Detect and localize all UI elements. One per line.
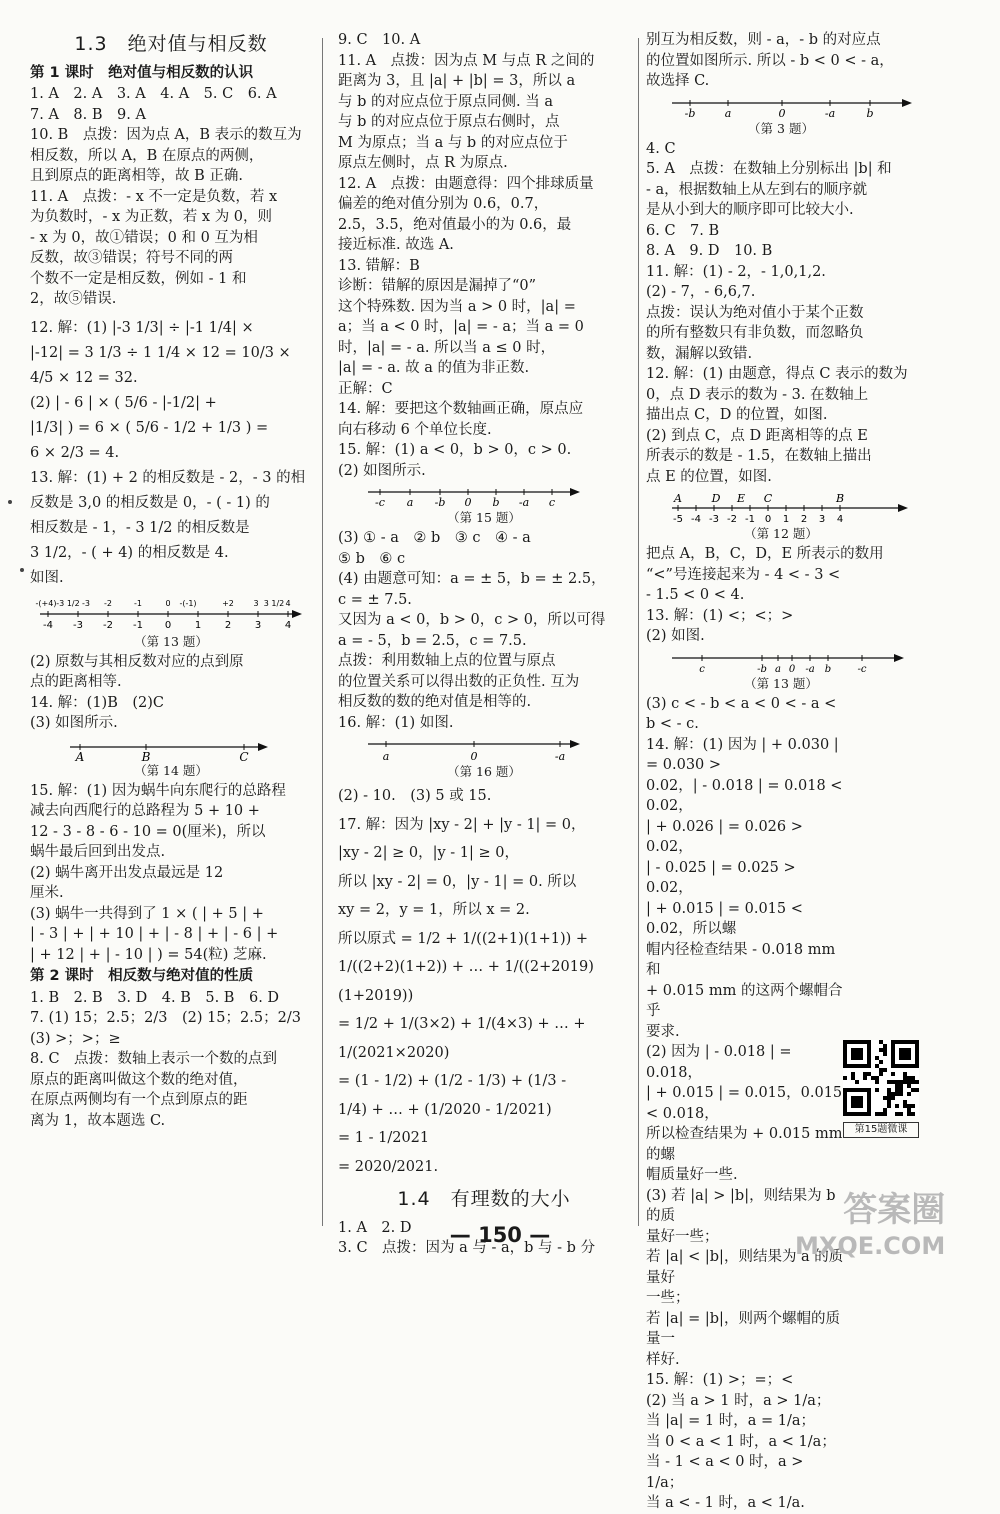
point-label: B xyxy=(141,749,151,763)
section-title: 1.4 有理数的大小 xyxy=(397,1188,571,1210)
text-line: 所以检查结果为 + 0.015 mm 的螺 xyxy=(646,1126,848,1163)
text-line: 点的距离相等. xyxy=(30,674,122,690)
answer-block xyxy=(30,781,312,966)
text-line: (2) 蜗牛离开出发点最远是 12 xyxy=(30,864,224,881)
text-line: 4/5 × 12 = 32. xyxy=(30,369,138,386)
text-line: 量好一些； xyxy=(646,1228,719,1245)
text-line: (2) - 7，- 6,6,7. xyxy=(646,284,756,300)
text-line: 时，|a| = - a. 所以当 a ≤ 0 时， xyxy=(338,339,556,356)
text-line: | - 3 | + | + 10 | + | - 8 | + | - 6 | + xyxy=(30,926,279,942)
text-line: 与 b 的对应点位于原点右侧时，点 xyxy=(338,114,560,130)
text-line: 厘米. xyxy=(30,885,64,901)
point-label: 0 xyxy=(470,750,478,763)
axis-label: -4 xyxy=(691,514,701,525)
text-line: 6. C 7. B xyxy=(646,222,720,239)
point-label: c xyxy=(699,663,705,675)
text-line: 1. A 2. A 3. A 4. A 5. C 6. A xyxy=(30,86,277,102)
text-line: 15. 解：(1) a < 0，b > 0，c > 0. xyxy=(338,442,572,458)
point-label: -a xyxy=(554,750,566,763)
answer-block xyxy=(30,316,312,591)
figure-caption: （第 12 题） xyxy=(744,526,818,541)
figure-caption: （第 3 题） xyxy=(748,120,814,136)
text-line: 点 E 的位置，如图. xyxy=(646,468,772,485)
text-line: 7. A 8. B 9. A xyxy=(30,106,146,123)
axis-label: -1 xyxy=(745,514,755,525)
axis-label: 4 xyxy=(836,514,844,525)
text-line: 正解：C xyxy=(338,380,393,397)
text-line: a = - 5，b = 2.5，c = 7.5. xyxy=(338,632,527,649)
text-line: 如图. xyxy=(30,569,64,586)
lesson-title: 第 2 课时 相反数与绝对值的性质 xyxy=(30,968,254,984)
text-line: 反数，故③错误；符号不同的两 xyxy=(30,250,233,266)
text-line: 原点的距离叫做这个数的绝对值， xyxy=(30,1071,248,1088)
axis-label: -3 xyxy=(709,514,719,525)
column-3 xyxy=(646,30,916,1514)
axis-label: -2 xyxy=(103,619,113,631)
axis-label: 1 xyxy=(194,619,202,631)
text-line: 12. A 点拨：由题意得：四个排球质量 xyxy=(338,175,594,192)
answer-block xyxy=(30,988,312,1132)
answer-block xyxy=(338,528,630,733)
margin-dot xyxy=(20,568,24,572)
text-line: 8. C 点拨：数轴上表示一个数的点到 xyxy=(30,1051,278,1067)
axis-label: -2 xyxy=(727,514,737,525)
text-line: 原点左侧时，点 R 为原点. xyxy=(338,155,508,171)
text-line: 1. B 2. B 3. D 4. B 5. B 6. D xyxy=(30,989,280,1006)
text-line: 又因为 a < 0，b > 0，c > 0，所以可得 xyxy=(338,612,606,628)
answer-block xyxy=(30,84,312,310)
point-label: b xyxy=(866,106,874,120)
text-line: 14. 解：(1) 因为 | + 0.030 | = 0.030 > xyxy=(646,736,844,773)
watermark-url: MXQE.COM xyxy=(795,1232,946,1260)
text-line: | + 0.015 | = 0.015 < 0.02，所以螺 xyxy=(646,900,808,937)
text-line: 距离为 3，且 |a| + |b| = 3，所以 a xyxy=(338,73,576,89)
text-line: 2，故⑤错误. xyxy=(30,291,117,307)
point-label: -b xyxy=(757,663,767,675)
point-label: b xyxy=(824,663,832,675)
text-line: = 2020/2021. xyxy=(338,1158,439,1175)
text-line: ⑤ b ⑥ c xyxy=(338,550,406,567)
text-line: (2) 当 a > 1 时，a > 1/a； xyxy=(646,1392,831,1409)
text-line: 12 - 3 - 8 - 6 - 10 = 0(厘米)，所以 xyxy=(30,823,266,840)
text-line: xy = 2，y = 1，所以 x = 2. xyxy=(338,902,530,918)
answer-block xyxy=(646,694,848,1514)
text-line: = 1/2 + 1/(3×2) + 1/(4×3) + … + 1/(2021×2020) xyxy=(338,1016,591,1061)
column-1 xyxy=(30,30,312,1131)
text-line: (4) 由题意可知：a = ± 5，b = ± 2.5， xyxy=(338,571,606,587)
text-line: 故选择 C. xyxy=(646,73,710,89)
point-label: a xyxy=(382,750,390,763)
answer-block xyxy=(338,782,630,1181)
axis-label: 3 xyxy=(818,514,826,525)
point-label: 0 xyxy=(165,598,171,608)
text-line: 11. A 点拨：- x 不一定是负数，若 x xyxy=(30,188,278,205)
figure-caption: （第 14 题） xyxy=(134,762,208,778)
text-line: 是从小到大的顺序即可比较大小. xyxy=(646,202,854,218)
text-line: 相反数的数的绝对值是相等的. xyxy=(338,694,532,710)
axis-label: -5 xyxy=(673,514,683,525)
point-label: -3 xyxy=(82,598,90,608)
text-line: 15. 解：(1) >；=；< xyxy=(646,1372,794,1388)
text-line: |1/3| ) = 6 × ( 5/6 - 1/2 + 1/3 ) = xyxy=(30,419,269,436)
text-line: 当 - 1 < a < 0 时，a > 1/a； xyxy=(646,1454,809,1491)
answer-block xyxy=(338,30,630,481)
text-line: 7. (1) 15；2.5；2/3 (2) 15；2.5；2/3 xyxy=(30,1010,301,1026)
text-line: 减去向西爬行的总路程为 5 + 10 + xyxy=(30,803,260,819)
figure-15-number-line xyxy=(338,484,630,510)
text-line: 若 |a| = |b|，则两个螺帽的质量一 xyxy=(646,1310,840,1347)
point-label: D xyxy=(711,492,721,505)
point-label: A xyxy=(75,749,85,763)
text-line: (2) 因为 | - 0.018 | = 0.018， xyxy=(646,1044,797,1081)
lesson-title: 第 1 课时 绝对值与相反数的认识 xyxy=(30,64,254,81)
text-line: (2) 到点 C，点 D 距离相等的点 E xyxy=(646,427,868,444)
point-label: b xyxy=(492,496,500,509)
point-label: +2 xyxy=(222,598,234,608)
text-line: 4. C xyxy=(646,140,676,157)
text-line: 13. 错解：B xyxy=(338,257,420,274)
column-divider xyxy=(638,38,639,1226)
axis-label: 0 xyxy=(164,619,172,631)
text-line: 14. 解：(1)B (2)C xyxy=(30,694,164,711)
axis-label: 4 xyxy=(284,619,292,631)
text-line: 16. 解：(1) 如图. xyxy=(338,714,454,731)
watermark-text: 答案圈 xyxy=(843,1190,946,1230)
figure-14-number-line xyxy=(30,737,312,763)
text-line: (2) - 10. (3) 5 或 15. xyxy=(338,788,492,804)
text-line: 描出点 C，D 的位置，如图. xyxy=(646,407,828,423)
text-line: 的位置关系可以得出数的正负性. 互为 xyxy=(338,673,580,690)
text-line: 与 b 的对应点位于原点同侧. 当 a xyxy=(338,93,553,110)
text-line: 别互为相反数，则 - a，- b 的对应点 xyxy=(646,32,881,48)
text-line: 在原点两侧均有一个点到原点的距 xyxy=(30,1092,248,1108)
text-line: 5. A 点拨：在数轴上分别标出 |b| 和 xyxy=(646,161,892,177)
text-line: 这个特殊数. 因为当 a > 0 时，|a| = xyxy=(338,298,576,315)
text-line: 17. 解：因为 |xy - 2| + |y - 1| = 0， xyxy=(338,816,586,833)
text-line: 13. 解：(1) + 2 的相反数是 - 2，- 3 的相 xyxy=(30,469,306,486)
text-line: 帽质量好一些. xyxy=(646,1167,738,1183)
point-label: -b xyxy=(684,106,696,120)
axis-label: -4 xyxy=(43,619,53,631)
text-line: = (1 - 1/2) + (1/2 - 1/3) + (1/3 - xyxy=(338,1073,567,1089)
text-line: (2) 原数与其相反数对应的点到原 xyxy=(30,653,244,670)
text-line: 8. A 9. D 10. B xyxy=(646,243,773,259)
point-label: c xyxy=(548,496,556,509)
text-line: 点拨：利用数轴上点的位置与原点 xyxy=(338,653,556,669)
text-line: 的位置如图所示. 所以 - b < 0 < - a， xyxy=(646,52,894,69)
text-line: 要求. xyxy=(646,1023,680,1040)
text-line: 为负数时，- x 为正数，若 x 为 0，则 xyxy=(30,209,273,225)
text-line: (3) 蜗牛一共得到了 1 × ( | + 5 | + xyxy=(30,905,264,922)
point-label: -a xyxy=(518,496,530,509)
text-line: 若 |a| < |b|，则结果为 a 的质量好 xyxy=(646,1249,844,1286)
text-line: + 0.015 mm 的这两个螺帽合乎 xyxy=(646,982,843,1019)
answer-block xyxy=(646,30,916,92)
point-label: -(+4) xyxy=(35,598,57,608)
text-line: 个数不一定是相反数，例如 - 1 和 xyxy=(30,270,247,287)
text-line: 2.5，3.5，绝对值最小的为 0.6，最 xyxy=(338,216,572,233)
text-line: (3) c < - b < a < 0 < - a < b < - c. xyxy=(646,695,841,732)
point-label: -3 1/2 xyxy=(56,598,80,608)
text-line: 11. A 点拨：因为点 M 与点 R 之间的 xyxy=(338,52,595,69)
point-label: C xyxy=(239,749,249,763)
text-line: 0.02，| - 0.018 | = 0.018 < 0.02， xyxy=(646,777,848,814)
point-label: 3 xyxy=(253,598,259,608)
text-line: 诊断：错解的原因是漏掉了“0” xyxy=(338,278,537,294)
axis-label: 1 xyxy=(782,514,790,525)
figure-caption: （第 13 题） xyxy=(134,633,208,649)
text-line: | - 0.025 | = 0.025 > 0.02， xyxy=(646,859,801,896)
text-line: = 1 - 1/2021 xyxy=(338,1130,430,1146)
text-line: 所以原式 = 1/2 + 1/((2+1)(1+1)) + xyxy=(338,930,589,947)
text-line: c = ± 7.5. xyxy=(338,591,412,608)
text-line: (3) ① - a ② b ③ c ④ - a xyxy=(338,530,531,546)
text-line: 相反数是 - 1，- 3 1/2 的相反数是 xyxy=(30,519,250,536)
text-line: M 为原点；当 a 与 b 的对应点位于 xyxy=(338,134,568,151)
axis-label: 3 xyxy=(254,619,262,631)
text-line: - 1.5 < 0 < 4. xyxy=(646,587,745,603)
point-label: 3 1/2 xyxy=(263,598,285,608)
point-label: a xyxy=(775,663,781,675)
text-line: 数，漏解以致错. xyxy=(646,345,753,362)
text-line: | + 0.026 | = 0.026 > 0.02， xyxy=(646,818,808,855)
text-line: 样好. xyxy=(646,1351,680,1368)
text-line: 相反数，所以 A，B 在原点的两侧， xyxy=(30,147,264,164)
answer-block xyxy=(646,544,916,647)
point-label: B xyxy=(835,492,845,505)
point-label: -c xyxy=(375,496,385,509)
text-line: 1/((2+2)(1+2)) + … + 1/((2+2019)(1+2019)) xyxy=(338,959,594,1004)
text-line: (2) 如图所示. xyxy=(338,462,426,479)
text-line: 当 a < - 1 时，a < 1/a. xyxy=(646,1495,805,1511)
text-line: 12. 解：(1) |-3 1/3| ÷ |-1 1/4| × xyxy=(30,319,254,336)
axis-label: -1 xyxy=(133,619,143,631)
text-line: 帽内径检查结果 - 0.018 mm 和 xyxy=(646,941,840,978)
text-line: 0，点 D 表示的数为 - 3. 在数轴上 xyxy=(646,386,869,403)
text-line: 6 × 2/3 = 4. xyxy=(30,444,120,461)
text-line: a；当 a < 0 时，|a| = - a；当 a = 0 xyxy=(338,319,584,335)
answer-block xyxy=(30,652,312,734)
text-line: 1. A 2. D xyxy=(338,1219,412,1236)
point-label: a xyxy=(724,106,732,120)
text-line: | + 12 | + | - 10 | ) = 54(粒) 芝麻. xyxy=(30,946,267,963)
qr-code[interactable] xyxy=(843,1040,919,1135)
text-line: 1/4) + … + (1/2020 - 1/2021) xyxy=(338,1101,552,1118)
text-line: 15. 解：(1) 因为蜗牛向东爬行的总路程 xyxy=(30,782,286,799)
text-line: 点拨：误认为绝对值小于某个正数 xyxy=(646,304,864,321)
figure-caption: （第 13 题） xyxy=(744,675,818,691)
page-number: — 150 — xyxy=(449,1223,551,1247)
text-line: 14. 解：要把这个数轴画正确，原点应 xyxy=(338,401,584,417)
point-label: 0 xyxy=(788,663,796,675)
text-line: - a，根据数轴上从左到右的顺序就 xyxy=(646,181,868,198)
point-label: -b xyxy=(434,496,446,509)
text-line: 一些； xyxy=(646,1290,690,1306)
text-line: 9. C 10. A xyxy=(338,32,421,48)
text-line: 13. 解：(1) <；<；> xyxy=(646,607,794,624)
figure-13-number-line xyxy=(646,650,916,676)
text-line: 且到原点的距离相等，故 B 正确. xyxy=(30,168,243,184)
figure-caption: （第 16 题） xyxy=(447,764,521,779)
text-line: 10. B 点拨：因为点 A，B 表示的数互为 xyxy=(30,127,302,143)
watermark-logo xyxy=(795,1190,945,1262)
text-line: 11. 解：(1) - 2，- 1,0,1,2. xyxy=(646,263,826,280)
text-line: 蜗牛最后回到出发点. xyxy=(30,844,166,860)
text-line: 接近标准. 故选 A. xyxy=(338,237,454,253)
text-line: “<”号连接起来为 - 4 < - 3 < xyxy=(646,566,841,583)
text-line: |a| = - a. 故 a 的值为非正数. xyxy=(338,360,530,376)
point-label: -(-1) xyxy=(179,598,197,608)
point-label: -2 xyxy=(104,598,112,608)
margin-dot xyxy=(8,500,12,504)
text-line: 所表示的数是 - 1.5，在数轴上描出 xyxy=(646,448,872,464)
text-line: (3) 如图所示. xyxy=(30,715,118,731)
axis-label: -3 xyxy=(73,619,83,631)
figure-16-number-line xyxy=(338,736,630,764)
text-line: 当 0 < a < 1 时，a < 1/a； xyxy=(646,1433,836,1450)
figure-12-number-line xyxy=(646,490,916,526)
text-line: 向右移动 6 个单位长度. xyxy=(338,421,492,438)
figure-3-number-line xyxy=(646,95,916,121)
text-line: |xy - 2| ≥ 0，|y - 1| ≥ 0， xyxy=(338,845,519,861)
point-label: -a xyxy=(805,663,815,675)
qr-caption: 第15题微课 xyxy=(843,1122,919,1138)
text-line: |-12| = 3 1/3 ÷ 1 1/4 × 12 = 10/3 × xyxy=(30,344,291,361)
text-line: 偏差的绝对值分别为 0.6，0.7， xyxy=(338,196,549,212)
point-label: 4 xyxy=(285,598,291,608)
text-line: 所以 |xy - 2| = 0，|y - 1| = 0. 所以 xyxy=(338,873,577,890)
text-line: (2) | - 6 | × ( 5/6 - |-1/2| + xyxy=(30,394,217,411)
text-line: | + 0.015 | = 0.015，0.015 < 0.018， xyxy=(646,1085,843,1122)
text-line: 的所有整数只有非负数，而忽略负 xyxy=(646,325,864,341)
point-label: -a xyxy=(824,106,836,120)
text-line: 3. C 点拨：因为 a 与 - a，b 与 - b 分 xyxy=(338,1240,596,1256)
point-label: C xyxy=(763,492,773,505)
point-label: 0 xyxy=(464,496,472,509)
qr-code-icon xyxy=(843,1040,919,1116)
axis-label: 2 xyxy=(800,514,808,525)
point-label: 0 xyxy=(778,106,786,120)
text-line: 反数是 3,0 的相反数是 0，- ( - 1) 的 xyxy=(30,494,270,511)
column-divider xyxy=(322,38,323,1226)
text-line: (2) 如图. xyxy=(646,628,705,644)
axis-label: 0 xyxy=(764,514,772,525)
section-title: 1.3 绝对值与相反数 xyxy=(74,33,268,55)
figure-13-number-line xyxy=(30,594,312,634)
text-line: 离为 1，故本题选 C. xyxy=(30,1112,166,1129)
point-label: -1 xyxy=(134,598,142,608)
text-line: (3) >；>；≥ xyxy=(30,1030,121,1047)
column-2 xyxy=(338,30,630,1259)
answer-block xyxy=(646,139,916,488)
text-line: 把点 A，B，C，D，E 所表示的数用 xyxy=(646,546,884,562)
axis-label: 2 xyxy=(224,619,232,631)
point-label: A xyxy=(674,492,682,505)
text-line: 12. 解：(1) 由题意，得点 C 表示的数为 xyxy=(646,366,908,382)
point-label: E xyxy=(736,492,746,505)
figure-caption: （第 15 题） xyxy=(447,510,521,525)
point-label: -c xyxy=(857,663,867,675)
point-label: a xyxy=(406,496,414,509)
text-line: - x 为 0，故①错误；0 和 0 互为相 xyxy=(30,229,258,246)
text-line: 3 1/2，- ( + 4) 的相反数是 4. xyxy=(30,544,229,561)
text-line: (3) 若 |a| > |b|，则结果为 b 的质 xyxy=(646,1187,841,1224)
text-line: 当 |a| = 1 时，a = 1/a； xyxy=(646,1413,815,1429)
